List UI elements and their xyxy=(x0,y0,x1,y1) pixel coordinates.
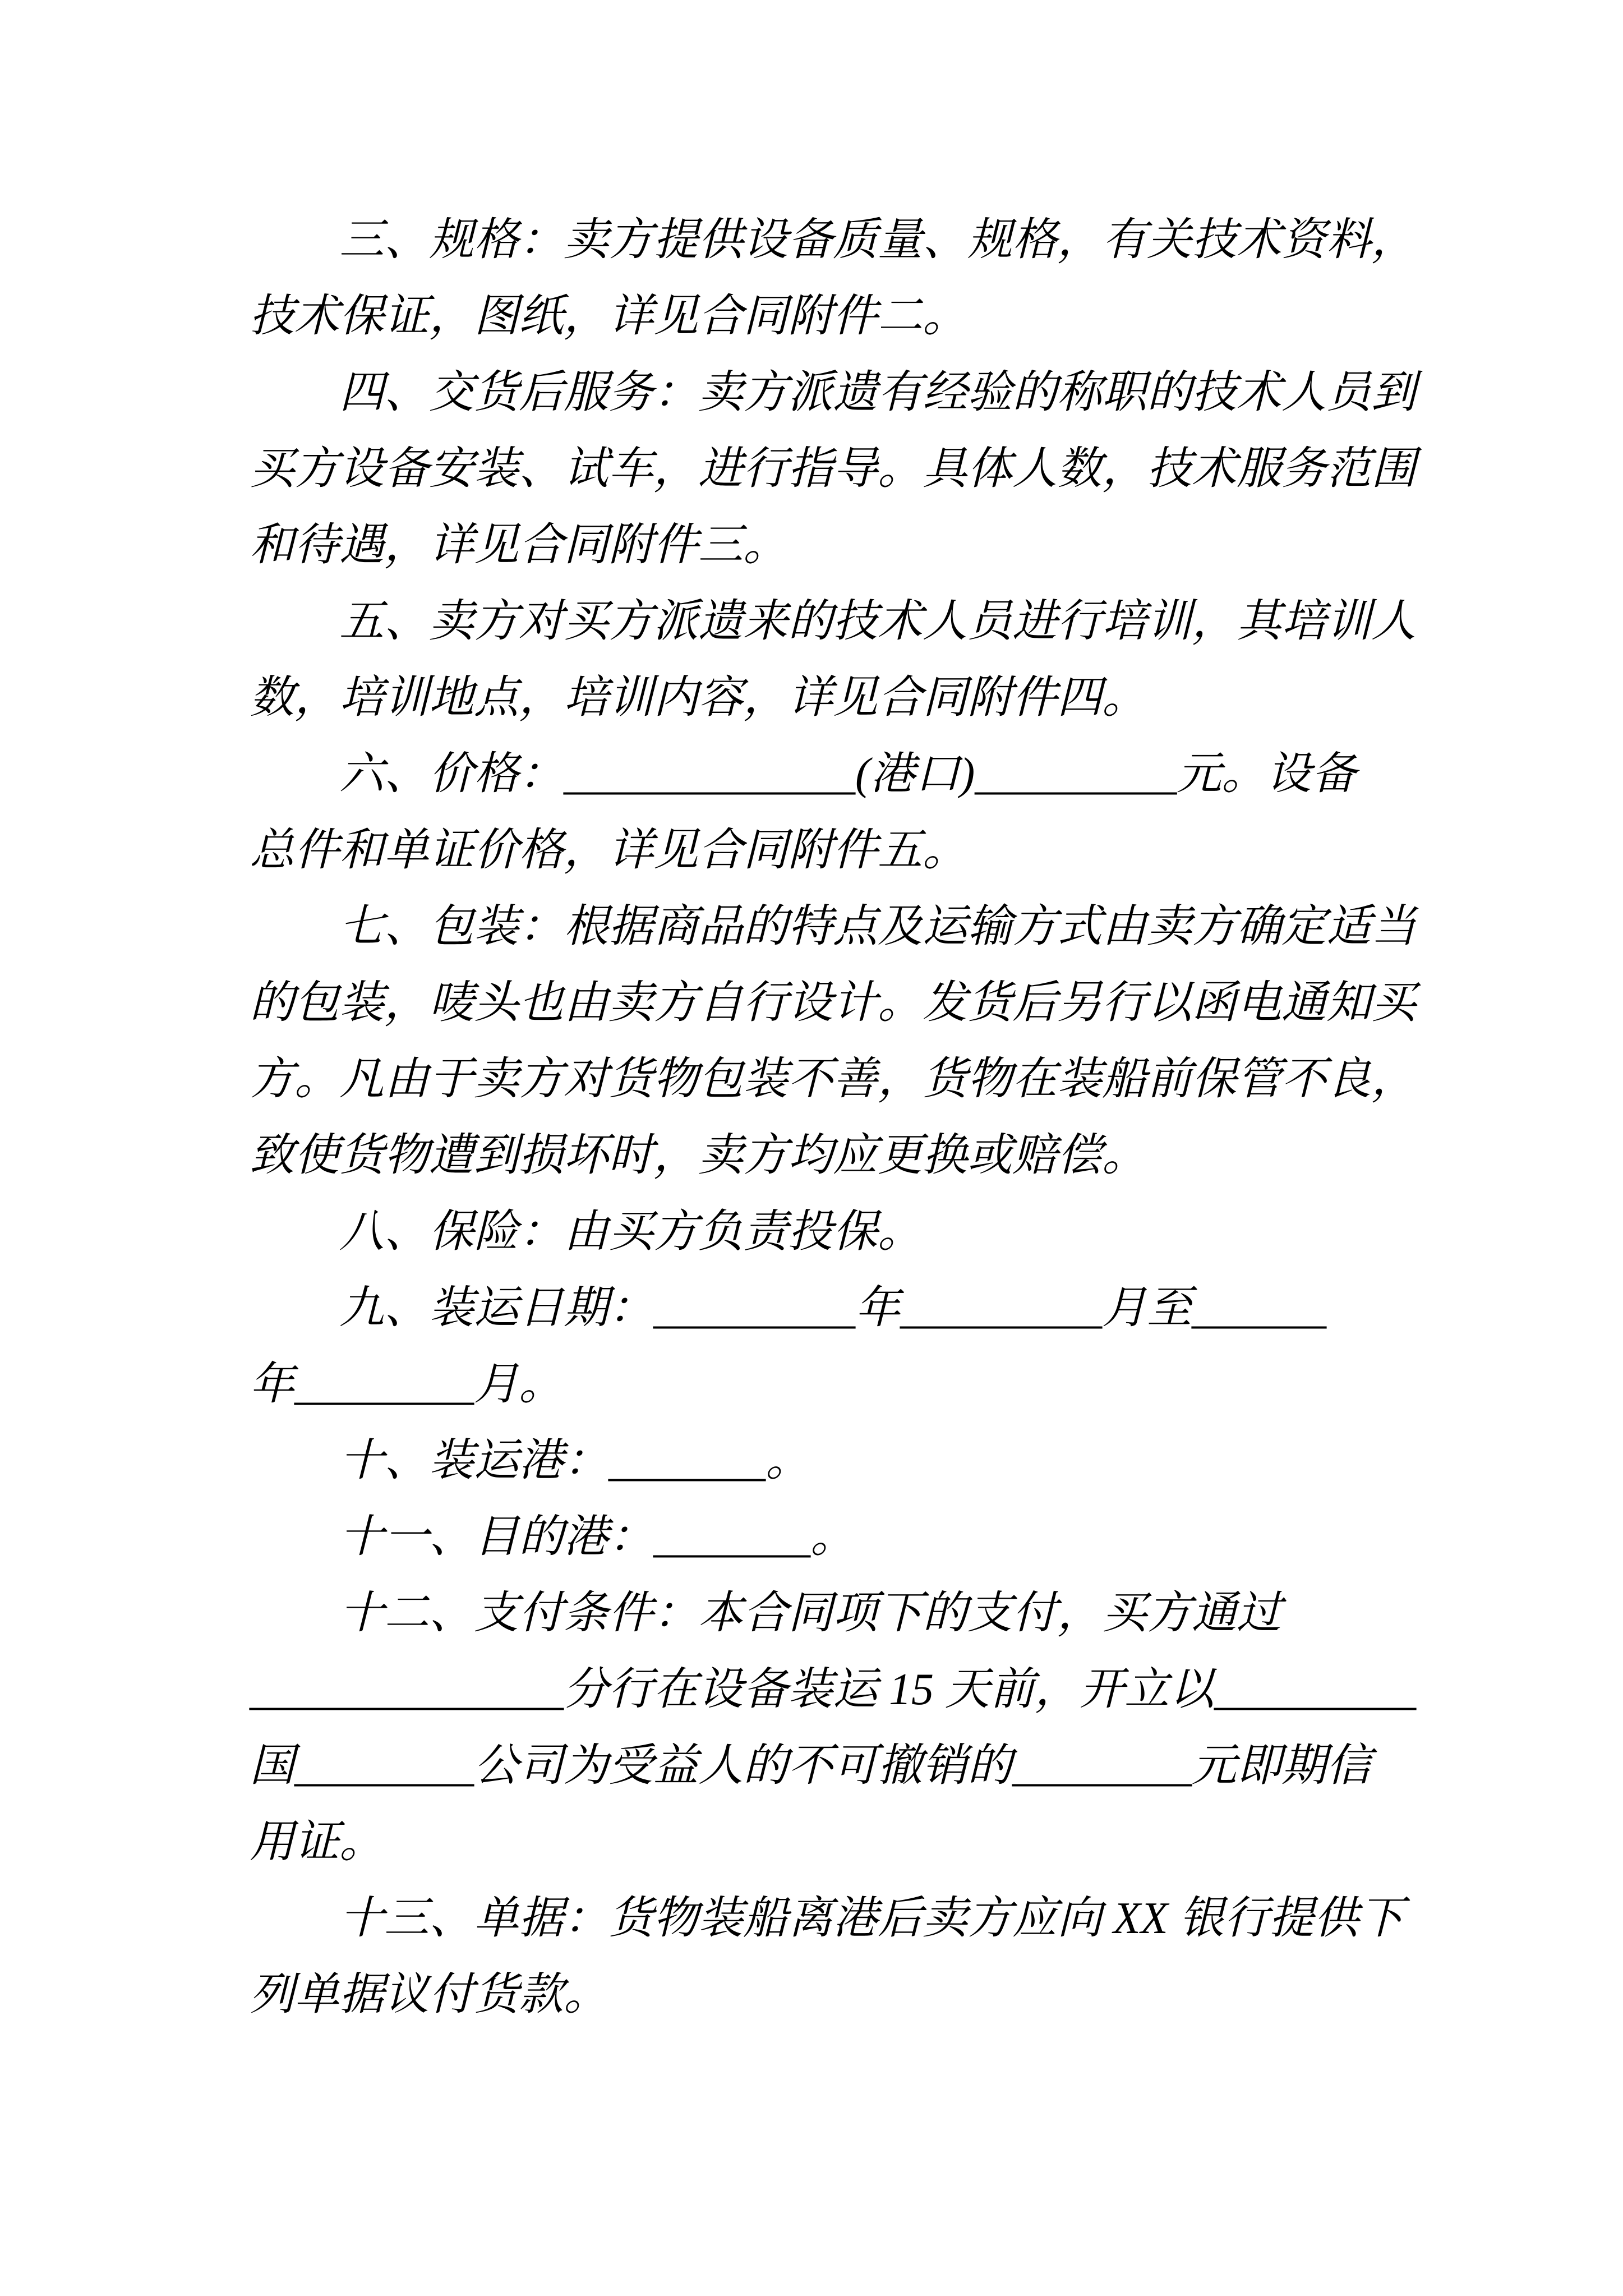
contract-line: 总件和单证价格，详见合同附件五。 xyxy=(250,826,967,875)
contract-line: 买方设备安装、试车，进行指导。具体人数，技术服务范围 xyxy=(250,444,1416,494)
contract-line: 七、包装：根据商品的特点及运输方式由卖方确定适当 xyxy=(339,902,1416,951)
contract-line: 五、卖方对买方派遗来的技术人员进行培训，其培训人 xyxy=(339,597,1416,646)
contract-line: 十二、支付条件：本合同项下的支付，买方通过 xyxy=(339,1589,1281,1638)
contract-line: 的包装，唛头也由卖方自行设计。发货后另行以函电通知买 xyxy=(250,978,1416,1028)
contract-line: 九、装运日期：_________年_________月至______ xyxy=(339,1283,1326,1333)
contract-line: 列单据议付货款。 xyxy=(250,1970,608,2019)
contract-line: 用证。 xyxy=(250,1818,384,1867)
contract-line: 十一、目的港：_______。 xyxy=(339,1512,855,1562)
contract-line: 十三、单据：货物装船离港后卖方应向 XX 银行提供下 xyxy=(339,1894,1404,1943)
contract-line: 国________公司为受益人的不可撤销的________元即期信 xyxy=(250,1741,1371,1791)
contract-line: 三、规格：卖方提供设备质量、规格，有关技术资料， xyxy=(339,215,1416,265)
contract-line: 六、价格：_____________(港口)_________元。设备 xyxy=(339,749,1357,799)
contract-line: 年________月。 xyxy=(250,1360,564,1409)
contract-line: 数，培训地点，培训内容，详见合同附件四。 xyxy=(250,673,1147,723)
contract-line: 八、保险：由买方负责投保。 xyxy=(339,1207,923,1257)
contract-line: 四、交货后服务：卖方派遗有经验的称职的技术人员到 xyxy=(339,368,1416,417)
contract-line: 技术保证，图纸，详见合同附件二。 xyxy=(250,292,967,341)
contract-line: 和待遇，详见合同附件三。 xyxy=(250,521,788,570)
contract-line: 方。凡由于卖方对货物包装不善，货物在装船前保管不良， xyxy=(250,1055,1416,1104)
contract-line: 致使货物遭到损坏时，卖方均应更换或赔偿。 xyxy=(250,1131,1147,1180)
contract-line: ______________分行在设备装运 15 天前，开立以_________ xyxy=(250,1665,1416,1714)
contract-text-block xyxy=(250,202,1422,2033)
contract-line: 十、装运港：_______。 xyxy=(339,1436,810,1485)
